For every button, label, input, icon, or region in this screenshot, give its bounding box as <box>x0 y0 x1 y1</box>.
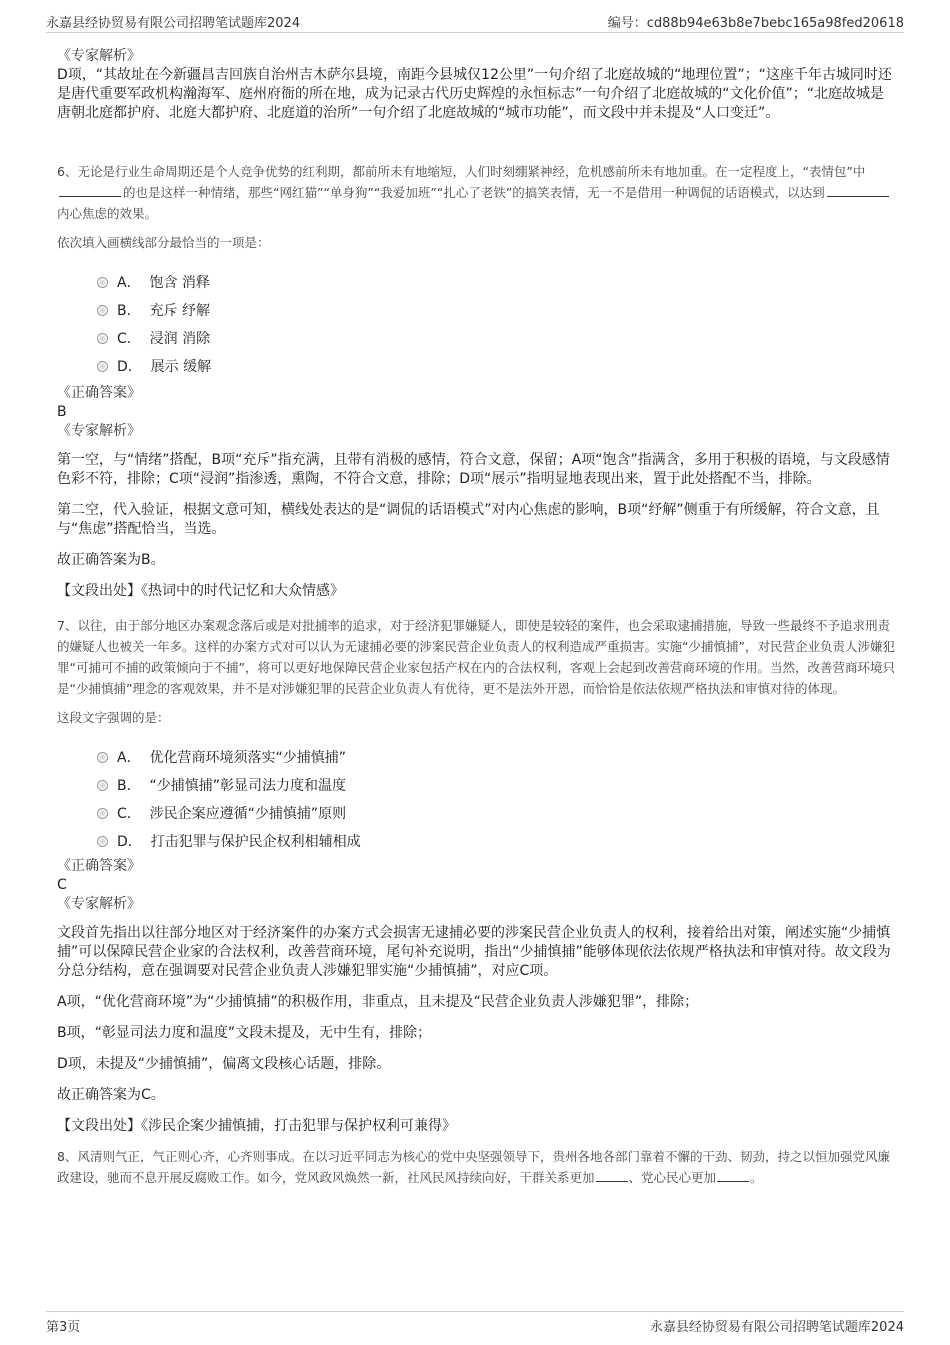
page-header <box>46 10 904 33</box>
q6-prompt: 依次填入画横线部分最恰当的一项是： <box>57 235 270 250</box>
q6-analysis-2: 第二空，代入验证，根据文意可知，横线处表达的是“调侃的话语模式”对内心焦虑的影响，B项“纾解”侧重于有所缓解，符合文意，且与“焦虑”搭配恰当，当选。 <box>57 502 880 537</box>
analysis-label: 《专家解析》 <box>57 48 141 64</box>
q6-option-c[interactable]: C． 浸润 消除 <box>57 324 897 352</box>
q6-analysis-3: 故正确答案为B。 <box>57 552 165 568</box>
q7-option-d[interactable]: D． 打击犯罪与保护民企权利相辅相成 <box>57 827 897 855</box>
q6-source: 【文段出处】《热词中的时代记忆和大众情感》 <box>57 583 344 599</box>
q7-answer: C <box>57 877 67 893</box>
q6-answer: B <box>57 404 67 420</box>
q7-option-b[interactable]: B． “少捕慎捕”彰显司法力度和温度 <box>57 771 897 799</box>
q7-analysis-5: 故正确答案为C。 <box>57 1087 165 1103</box>
header-company: 永嘉县经协贸易有限公司招聘笔试题库2024 <box>46 16 301 31</box>
q6-analysis-1: 第一空，与“情绪”搭配，B项“充斥”指充满，且带有消极的感情，符合文意，保留；A项“饱含”指满含，多用于积极的语境，与文段感情色彩不符，排除；C项“浸润”指渗透，熏陶，不符合文意，排除；D项“展示”指明显地表现出来，置于此处搭配不当，排除。 <box>57 452 890 487</box>
footer-company: 永嘉县经协贸易有限公司招聘笔试题库2024 <box>649 1320 904 1335</box>
analysis-text: D项，“其故址在今新疆昌吉回族自治州吉木萨尔县境，南距今县城仅12公里”一句介绍了北庭故城的“地理位置”；“这座千年古城同时还是唐代重要军政机构瀚海军、庭州府衙的所在地，成为记录古代历史辉煌的永恒标志”一句介绍了北庭故城的“文化价值”；“北庭故城是唐朝北庭都护府、北庭大都护府、北庭道的治所”一句介绍了北庭故城的“城市功能”，而文段中并未提及“人口变迁”。 <box>57 67 892 121</box>
q6-option-d[interactable]: D． 展示 缓解 <box>57 352 897 380</box>
header-serial: 编号：cd88b94e63b8e7bebc165a98fed20618 <box>607 16 904 31</box>
radio-icon[interactable] <box>97 361 108 372</box>
page-content <box>57 47 897 1188</box>
q6-analysis-label: 《专家解析》 <box>57 423 141 439</box>
radio-icon[interactable] <box>97 277 108 288</box>
q7-option-c[interactable]: C． 涉民企案应遵循“少捕慎捕”原则 <box>57 799 897 827</box>
q6-answer-label: 《正确答案》 <box>57 385 141 401</box>
radio-icon[interactable] <box>97 752 108 763</box>
q7-analysis-2: A项，“优化营商环境”为“少捕慎捕”的积极作用，非重点，且未提及“民营企业负责人涉嫌犯罪”，排除； <box>57 994 699 1010</box>
radio-icon[interactable] <box>97 808 108 819</box>
q7-option-a[interactable]: A． 优化营商环境须落实“少捕慎捕” <box>57 743 897 771</box>
q7-analysis-4: D项，未提及“少捕慎捕”，偏离文段核心话题，排除。 <box>57 1056 391 1072</box>
q7-analysis-1: 文段首先指出以往部分地区对于经济案件的办案方式会损害无逮捕必要的涉案民营企业负责人的权利，接着给出对策，阐述实施“少捕慎捕”可以保障民营企业家的合法权利，改善营商环境，尾句补充说明，指出“少捕慎捕”能够体现依法依规严格执法和审慎对待。故文段为分总分结构，意在强调要对民营企业负责人涉嫌犯罪实施“少捕慎捕”，对应C项。 <box>57 925 891 979</box>
q8-stem: 8、风清则气正，气正则心齐，心齐则事成。在以习近平同志为核心的党中央坚强领导下，贵州各地各部门靠着不懈的干劲、韧劲，持之以恒加强党风廉政建设，驰而不息开展反腐败工作。如今，党风政风焕然一新，社风民风持续向好，干群关系更加 、党心民心更加 。 <box>57 1149 890 1185</box>
q7-stem: 7、以往，由于部分地区办案观念落后或是对批捕率的追求，对于经济犯罪嫌疑人，即使是较轻的案件，也会采取逮捕措施，导致一些最终不予追求刑责的嫌疑人也被关一年多。这样的办案方式对可以认为无逮捕必要的涉案民营企业负责人的权利造成严重损害。实施“少捕慎捕”，对民营企业负责人涉嫌犯罪“可捕可不捕的政策倾向于不捕”，将可以更好地保障民营企业家包括产权在内的合法权利，客观上会起到改善营商环境的作用。当然，改善营商环境只是“少捕慎捕”理念的客观效果，并不是对涉嫌犯罪的民营企业负责人有优待，更不是法外开恩，而恰恰是依法依规严格执法和审慎对待的体现。 <box>57 618 895 696</box>
page-footer <box>46 1311 904 1336</box>
blank-line <box>596 1169 628 1182</box>
footer-page-number: 第3页 <box>46 1320 81 1335</box>
q6-option-b[interactable]: B． 充斥 纾解 <box>57 296 897 324</box>
radio-icon[interactable] <box>97 836 108 847</box>
radio-icon[interactable] <box>97 305 108 316</box>
q7-analysis-label: 《专家解析》 <box>57 896 141 912</box>
q7-analysis-3: B项，“彰显司法力度和温度”文段未提及，无中生有，排除； <box>57 1025 432 1041</box>
q6-option-a[interactable]: A． 饱含 消释 <box>57 268 897 296</box>
q7-source: 【文段出处】《涉民企案少捕慎捕，打击犯罪与保护权利可兼得》 <box>57 1118 456 1134</box>
radio-icon[interactable] <box>97 780 108 791</box>
q7-answer-label: 《正确答案》 <box>57 858 141 874</box>
blank-line <box>717 1169 749 1182</box>
radio-icon[interactable] <box>97 333 108 344</box>
blank-line <box>827 184 889 197</box>
q7-prompt: 这段文字强调的是： <box>57 710 170 725</box>
q6-stem: 6、无论是行业生命周期还是个人竞争优势的红利期，都前所未有地缩短，人们时刻绷紧神经，危机感前所未有地加重。在一定程度上，“表情包”中的也是这样一种情绪，那些“网红猫”“单身狗”“我爱加班”“扎心了老铁”的搞笑表情，无一不是借用一种调侃的话语模式，以达到内心焦虑的效果。 <box>57 161 897 224</box>
blank-line <box>59 184 121 197</box>
